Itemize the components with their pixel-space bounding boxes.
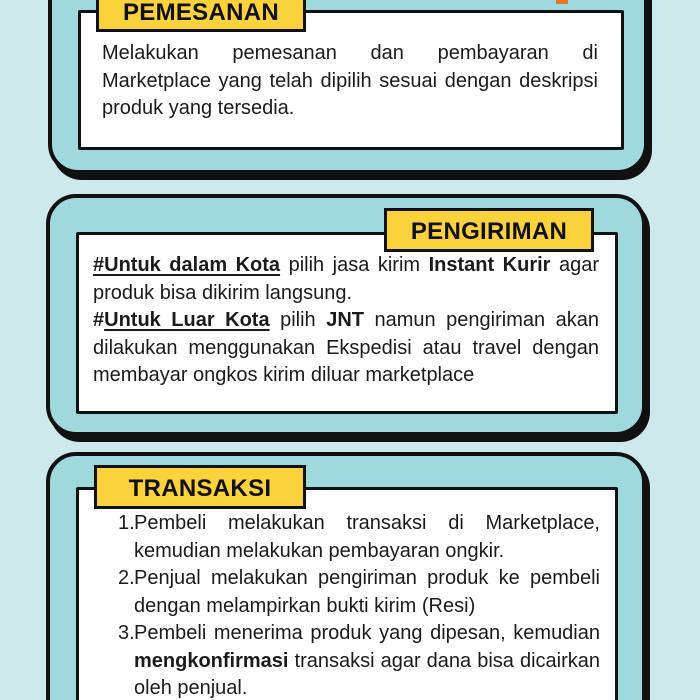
pengiriman-text: [93, 252, 599, 390]
transaksi-list: [118, 510, 600, 700]
pemesanan-label: PEMESANAN: [96, 0, 306, 32]
pengiriman-label: PENGIRIMAN: [384, 208, 594, 252]
list-number: 2.: [118, 567, 135, 589]
text-segment: namun pengiriman akan dilakukan menggunakan Ekspedisi atau travel dengan membayar ongkos kirim diluar marketplace: [93, 309, 599, 386]
tag-dalam-kota: #Untuk dalam Kota: [93, 254, 281, 276]
list-item: [118, 620, 600, 700]
list-item-text: transaksi agar dana bisa dicairkan oleh penjual.: [134, 649, 600, 699]
list-item-text: Pembeli melakukan transaksi di Marketplace, kemudian melakukan pembayaran ongkir.: [134, 512, 600, 562]
list-number: 1.: [118, 512, 135, 534]
hash-symbol: #: [93, 309, 105, 331]
pengiriman-dalam-kota: [93, 252, 599, 307]
bold-jnt: JNT: [326, 309, 364, 331]
list-item: [118, 510, 600, 565]
transaksi-label: TRANSAKSI: [94, 465, 306, 509]
list-item-text: Pembeli menerima produk yang dipesan, kemudian: [134, 622, 600, 644]
list-number: 3.: [118, 622, 135, 644]
bold-mengkonfirmasi: mengkonfirmasi: [134, 649, 289, 672]
text-segment: agar produk bisa dikirim langsung.: [93, 254, 599, 304]
decorative-accent: [556, 0, 568, 4]
text-segment: pilih: [269, 309, 327, 331]
list-item-text: Penjual melakukan pengiriman produk ke pembeli dengan melampirkan bukti kirim (Resi): [134, 567, 600, 617]
text-segment: pilih jasa kirim: [280, 254, 429, 276]
bold-instant-kurir: Instant Kurir: [428, 254, 551, 276]
pengiriman-luar-kota: [93, 307, 599, 390]
tag-luar-kota: Untuk Luar Kota: [104, 309, 270, 331]
list-item: [118, 565, 600, 620]
pemesanan-text: Melakukan pemesanan dan pembayaran di Marketplace yang telah dipilih sesuai dengan deskripsi produk yang tersedia.: [102, 42, 598, 119]
